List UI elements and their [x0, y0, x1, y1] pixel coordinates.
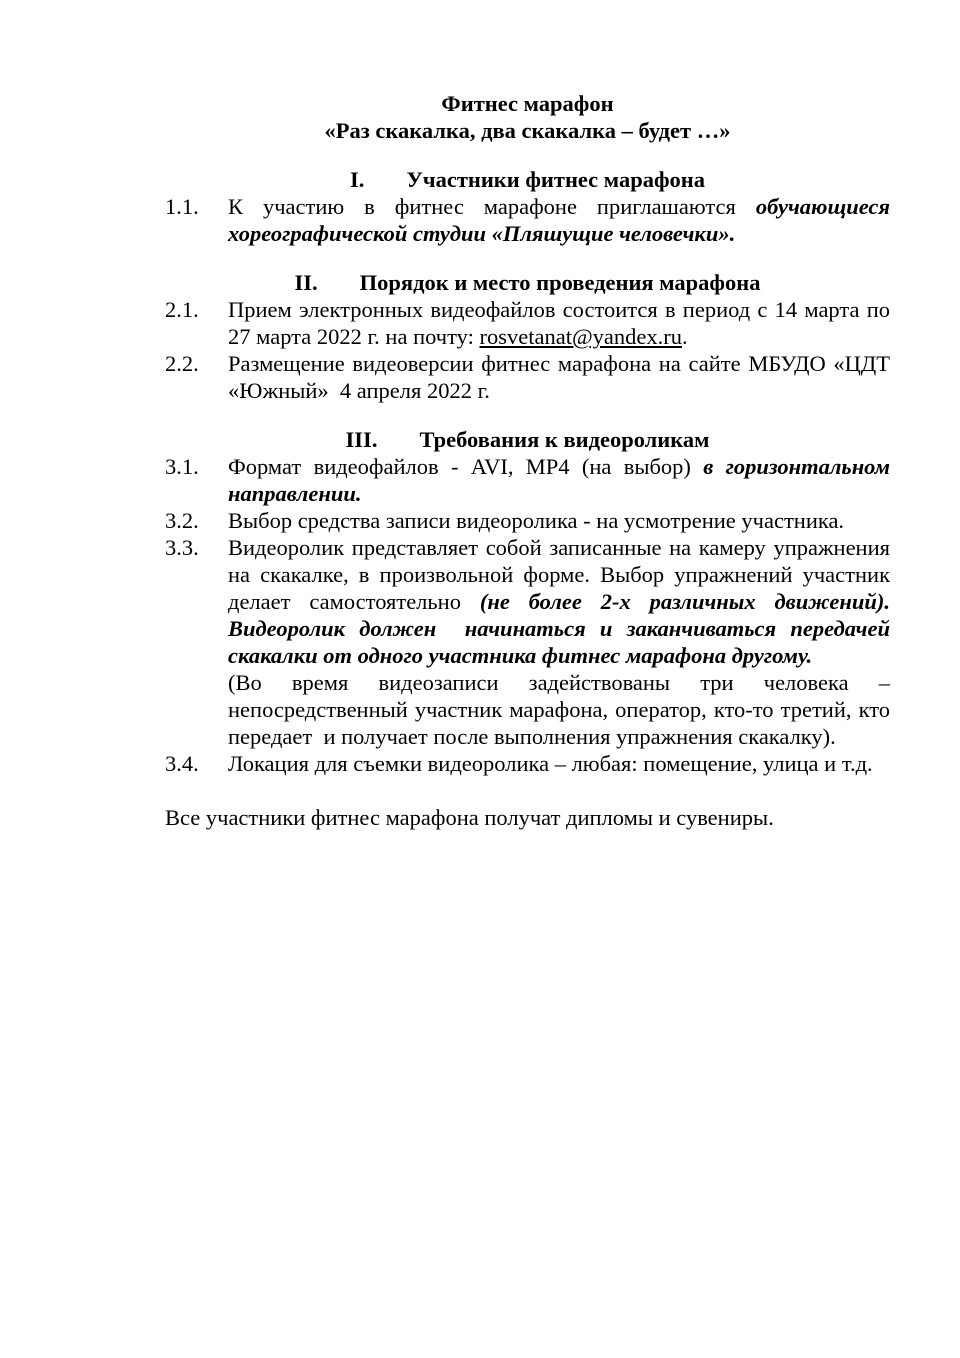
item-number: 2.1. — [165, 297, 199, 322]
item-text — [228, 507, 890, 534]
section-heading-text: Участники фитнес марафона — [406, 167, 705, 192]
item-text — [228, 296, 890, 350]
section-heading-text: Требования к видеороликам — [419, 427, 710, 452]
text-line — [228, 193, 890, 220]
text-run: Размещение видеоверсии фитнес марафона на сайте МБУДО «ЦДТ — [228, 351, 890, 376]
section-number: II. — [294, 270, 318, 295]
item-number: 1.1. — [165, 194, 199, 219]
text-line — [165, 117, 890, 144]
text-line — [228, 507, 890, 534]
text-line — [228, 669, 890, 696]
text-run: передает и получает после выполнения упражнения скакалку). — [228, 724, 836, 749]
closing-paragraph — [165, 804, 890, 831]
text-run: Прием электронных видеофайлов состоится в период с 14 марта по — [228, 297, 890, 322]
section-heading-2 — [165, 269, 890, 296]
item-text — [228, 193, 890, 247]
text-run: Видеоролик должен начинаться и заканчиваться передачей — [228, 616, 890, 641]
email-link[interactable]: rosvetanat@yandex.ru — [479, 324, 683, 349]
item-2-2 — [165, 350, 890, 404]
item-2-1 — [165, 296, 890, 350]
text-run: на скакалке, в произвольной форме. Выбор упражнений участник — [228, 562, 890, 587]
text-line — [228, 453, 890, 480]
item-number: 3.2. — [165, 508, 199, 533]
item-3-1 — [165, 453, 890, 507]
text-run: делает самостоятельно — [228, 589, 480, 614]
section-number: I. — [350, 167, 365, 192]
text-run: (Во время видеозаписи задействованы три человека – — [228, 670, 890, 695]
text-line — [228, 377, 890, 404]
text-run: «Раз скакалка, два скакалка – будет …» — [324, 118, 731, 143]
text-line — [165, 90, 890, 117]
text-line — [228, 642, 890, 669]
item-1-1 — [165, 193, 890, 247]
item-text — [228, 750, 890, 777]
text-line — [228, 480, 890, 507]
text-run: скакалки от одного участника фитнес марафона другому. — [228, 643, 813, 668]
text-line — [228, 588, 890, 615]
text-line — [228, 696, 890, 723]
text-run: Формат видеофайлов - AVI, MP4 (на выбор) — [228, 454, 704, 479]
section-heading-1 — [165, 166, 890, 193]
text-run: . — [682, 324, 688, 349]
section-heading-3 — [165, 426, 890, 453]
text-line — [228, 296, 890, 323]
text-run: в горизонтальном — [703, 454, 890, 479]
section-number: III. — [345, 427, 378, 452]
item-3-4 — [165, 750, 890, 777]
item-number: 3.4. — [165, 751, 199, 776]
item-number: 3.3. — [165, 535, 199, 560]
text-run: 27 марта 2022 г. на почту: — [228, 324, 480, 349]
item-text — [228, 534, 890, 750]
text-run: Все участники фитнес марафона получат дипломы и сувениры. — [165, 805, 774, 830]
text-run: направлении. — [228, 481, 362, 506]
text-run: (не более 2-х различных движений). — [479, 589, 891, 614]
item-number: 2.2. — [165, 351, 199, 376]
text-run: Локация для съемки видеоролика – любая: помещение, улица и т.д. — [228, 751, 873, 776]
text-line — [228, 723, 890, 750]
text-run: «Южный» 4 апреля 2022 г. — [228, 378, 490, 403]
text-line — [228, 750, 890, 777]
item-text — [228, 453, 890, 507]
text-line — [228, 323, 890, 350]
text-run: Выбор средства записи видеоролика - на усмотрение участника. — [228, 508, 845, 533]
text-line — [228, 534, 890, 561]
item-3-2 — [165, 507, 890, 534]
item-3-3 — [165, 534, 890, 750]
section-heading-text: Порядок и место проведения марафона — [359, 270, 761, 295]
text-line — [228, 220, 890, 247]
document-title — [165, 90, 890, 144]
item-text — [228, 350, 890, 404]
text-run: Видеоролик представляет собой записанные на камеру упражнения — [228, 535, 890, 560]
text-line — [228, 350, 890, 377]
text-run: хореографической студии «Пляшущие человечки». — [228, 221, 736, 246]
text-run: непосредственный участник марафона, оператор, кто-то третий, кто — [228, 697, 890, 722]
text-line — [228, 561, 890, 588]
text-run: обучающиеся — [755, 194, 890, 219]
text-run: Фитнес марафон — [441, 91, 614, 116]
text-run: К участию в фитнес марафоне приглашаются — [228, 194, 756, 219]
text-line — [165, 804, 890, 831]
text-line — [228, 615, 890, 642]
item-number: 3.1. — [165, 454, 199, 479]
